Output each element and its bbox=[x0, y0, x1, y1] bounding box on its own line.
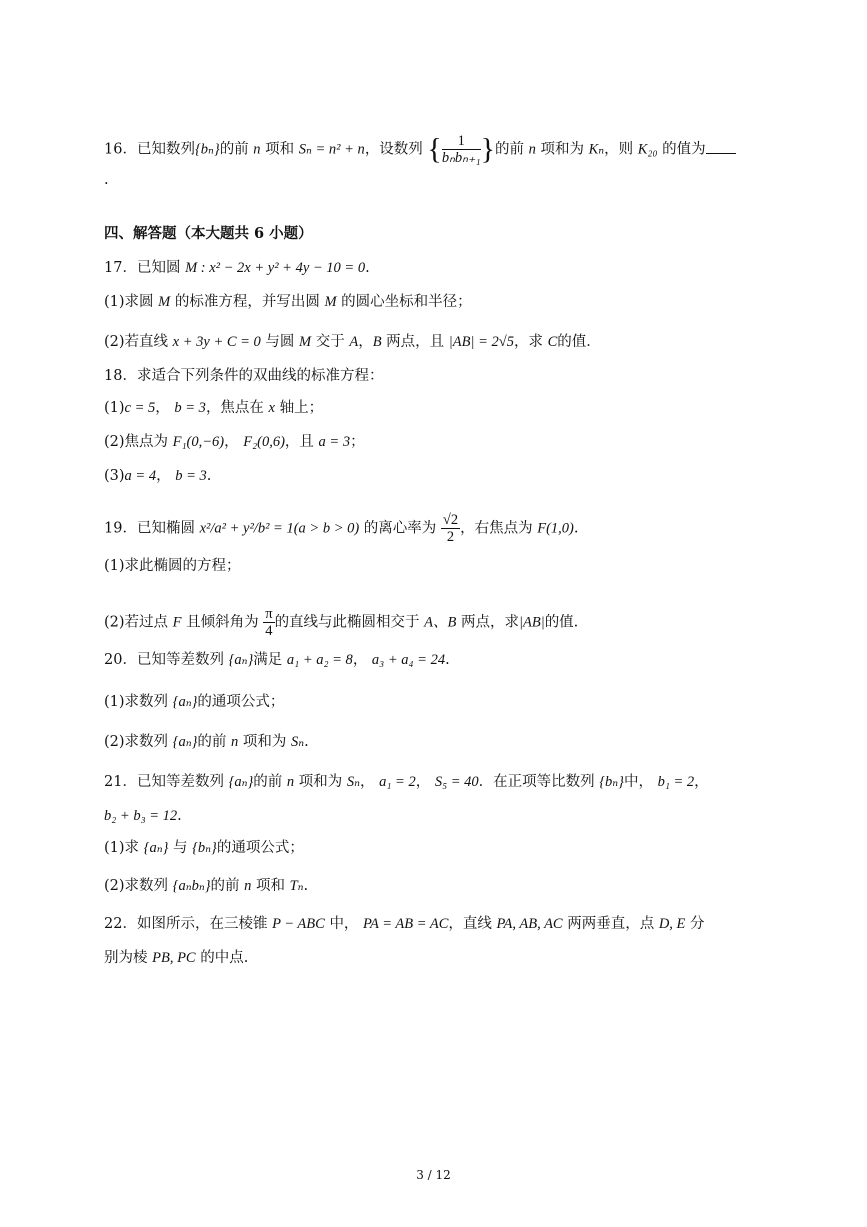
q19-t2: ，右焦点为 bbox=[460, 520, 533, 537]
q17-eq: M : x² − 2x + y² + 4y − 10 = 0 bbox=[185, 260, 366, 276]
q22-t1: 中， bbox=[329, 916, 359, 932]
q16-t5: 项和为 bbox=[540, 141, 584, 158]
q22-t4: 分 bbox=[690, 916, 705, 932]
q18-a3: a = 3 bbox=[318, 434, 351, 450]
q19-p2e: 的值. bbox=[544, 614, 579, 631]
q18-p2b: ，且 bbox=[284, 434, 314, 450]
q19-p2b: 且倾斜角为 bbox=[186, 614, 259, 631]
q20-seq: {aₙ} bbox=[228, 652, 254, 668]
q21-seqb: {bₙ} bbox=[599, 774, 624, 790]
q16-prefix: 16．已知数列 bbox=[104, 141, 195, 158]
q21-t4: 中， bbox=[623, 774, 653, 790]
q21-t3: ．在正项等比数列 bbox=[478, 774, 595, 790]
q16-n: n bbox=[253, 141, 261, 158]
section-heading: 四、解答题（本大题共 6 小题） bbox=[104, 225, 313, 242]
q16-n2: n bbox=[528, 141, 536, 158]
q18-p3b: . bbox=[206, 468, 212, 484]
q20-c1: a₁ + a₂ = 8 bbox=[286, 652, 353, 668]
q17-C: C bbox=[547, 334, 558, 350]
q16-frac-den: bₙbₙ₊₁ bbox=[441, 150, 481, 166]
q20-end: . bbox=[445, 652, 450, 668]
q19-part2 bbox=[104, 606, 578, 639]
q18-stem: 18．求适合下列条件的双曲线的标准方程： bbox=[104, 368, 384, 384]
q18-b3: b = 3 bbox=[175, 468, 207, 484]
q16-line bbox=[104, 133, 736, 166]
q21-p2c: 项和 bbox=[255, 878, 285, 894]
q20-S: Sₙ bbox=[290, 734, 305, 750]
q16-t6: ，则 bbox=[604, 141, 634, 158]
q19-p2a: (2)若过点 bbox=[104, 614, 169, 631]
q17-line-eq: x + 3y + C = 0 bbox=[172, 334, 261, 350]
q17-p1c: 的圆心坐标和半径； bbox=[341, 294, 472, 310]
q21-seqab: {aₙbₙ} bbox=[172, 878, 211, 894]
q22-pabc: P − ABC bbox=[272, 916, 325, 932]
q16-t7: 的值为 bbox=[662, 141, 706, 158]
q16-t3: ，设数列 bbox=[364, 141, 423, 158]
q21-part2 bbox=[104, 876, 308, 896]
q19-eccentricity bbox=[441, 512, 460, 545]
q22-t3: 两两垂直，点 bbox=[567, 916, 655, 932]
q17-end: . bbox=[365, 260, 370, 276]
q16-fraction bbox=[442, 133, 481, 166]
q17-p1a: (1)求圆 bbox=[104, 294, 154, 310]
q22-line2 bbox=[104, 948, 248, 968]
q19-Fpt: F bbox=[172, 614, 182, 631]
q16-end: . bbox=[104, 172, 109, 188]
q21-p2d: . bbox=[303, 878, 309, 894]
q17-p2e: ，求 bbox=[513, 334, 543, 350]
q16-t1: 的前 bbox=[219, 141, 249, 158]
q17-M1: M bbox=[158, 294, 171, 310]
q21-seqa: {aₙ} bbox=[228, 774, 254, 790]
q17-M3: M bbox=[299, 334, 312, 350]
q20-stem-line: 20．已知等差数列 {aₙ}满足 a₁ + a₂ = 8， a₃ + a₄ = 24. bbox=[104, 652, 450, 668]
q22-line1 bbox=[104, 914, 705, 934]
q18-p1a: (1) bbox=[104, 400, 125, 416]
q22-pbpc: PB, PC bbox=[152, 950, 196, 966]
q20-seq3: {aₙ} bbox=[172, 734, 198, 750]
q17-stem-line bbox=[104, 258, 370, 278]
q21-n2: n bbox=[244, 878, 252, 894]
q16-K20: K₂₀ bbox=[637, 141, 658, 158]
q19-ang-num: π bbox=[265, 606, 273, 622]
q20-t1: 满足 bbox=[253, 652, 283, 668]
q22-t2: ，直线 bbox=[448, 916, 492, 932]
q17-stem: 17．已知圆 bbox=[104, 260, 181, 276]
q21-p1b: 与 bbox=[173, 840, 188, 856]
q19-part1: (1)求此椭圆的方程； bbox=[104, 558, 241, 574]
q16-frac-num: 1 bbox=[442, 133, 481, 150]
q18-part1: (1)c = 5， b = 3，焦点在 x 轴上； bbox=[104, 400, 324, 416]
q21-t1: 的前 bbox=[253, 774, 283, 790]
q21-seqb2: {bₙ} bbox=[192, 840, 217, 856]
q17-M2: M bbox=[324, 294, 337, 310]
q21-stem: 21．已知等差数列 bbox=[104, 774, 224, 790]
q20-stem: 20．已知等差数列 bbox=[104, 652, 224, 668]
q21-seqa2: {aₙ} bbox=[143, 840, 169, 856]
q19-ang-den: 4 bbox=[265, 623, 273, 639]
q21-T: Tₙ bbox=[289, 878, 304, 894]
q17-p2f: 的值． bbox=[557, 334, 601, 350]
q17-comma: ， bbox=[358, 334, 373, 350]
q21-p2b: 的前 bbox=[210, 878, 240, 894]
q18-p3a: (3) bbox=[104, 468, 125, 484]
q19-eq: x²/a² + y²/b² = 1(a > b > 0) bbox=[199, 520, 360, 537]
q21-b23: b₂ + b₃ = 12 bbox=[104, 808, 178, 824]
q21-S5: S₅ = 40 bbox=[434, 774, 479, 790]
q20-p2a: (2)求数列 bbox=[104, 734, 169, 750]
q20-p2b: 的前 bbox=[197, 734, 227, 750]
q19-e-den: 2 bbox=[446, 529, 455, 545]
q18-f1: F₁(0,−6) bbox=[172, 434, 225, 450]
q20-p2d: . bbox=[304, 734, 309, 750]
q16-t4: 的前 bbox=[494, 141, 524, 158]
q18-c: c = 5 bbox=[124, 400, 156, 416]
q20-c2: a₃ + a₄ = 24 bbox=[371, 652, 446, 668]
q19-stem-line bbox=[104, 512, 578, 545]
q17-p2b: 与圆 bbox=[265, 334, 295, 350]
q22-t5: 别为棱 bbox=[104, 950, 148, 966]
q17-p2a: (2)若直线 bbox=[104, 334, 169, 350]
q19-p2d: 两点，求 bbox=[461, 614, 519, 631]
q21-p1c: 的通项公式； bbox=[216, 840, 304, 856]
q21-S: Sₙ bbox=[346, 774, 361, 790]
q16-seq: {bₙ} bbox=[194, 141, 220, 158]
q21-part1 bbox=[104, 838, 304, 858]
q22-eq: PA = AB = AC bbox=[363, 916, 449, 932]
q21-b1: b₁ = 2 bbox=[657, 774, 695, 790]
q19-AB: A、B bbox=[424, 614, 457, 631]
q22-de: D, E bbox=[658, 916, 686, 932]
q19-e-num: √2 bbox=[442, 512, 459, 528]
q18-p1e: 轴上； bbox=[279, 400, 324, 416]
q18-b: b = 3 bbox=[174, 400, 206, 416]
q17-p2c: 交于 bbox=[315, 334, 345, 350]
q21-n: n bbox=[286, 774, 295, 790]
q17-ab: |AB| = 2√5 bbox=[448, 334, 514, 350]
q16-right-brace: } bbox=[480, 132, 495, 166]
q20-part2 bbox=[104, 732, 309, 752]
q22-t6: 的中点. bbox=[200, 950, 249, 966]
q19-stem: 19．已知椭圆 bbox=[104, 520, 195, 537]
q16-t2: 项和 bbox=[265, 141, 295, 158]
q21-a1: a₁ = 2 bbox=[379, 774, 416, 790]
q19-p2c: 的直线与此椭圆相交于 bbox=[274, 614, 420, 631]
q16-left-brace: { bbox=[427, 132, 442, 166]
q20-p1b: 的通项公式； bbox=[197, 694, 285, 710]
q19-t1: 的离心率为 bbox=[363, 520, 437, 537]
q21-p1a: (1)求 bbox=[104, 840, 140, 856]
q18-part3: (3)a = 4， b = 3. bbox=[104, 468, 212, 484]
q20-n: n bbox=[231, 734, 239, 750]
q18-part2: (2)焦点为 F₁(0,−6)， F₂(0,6)，且 a = 3； bbox=[104, 434, 365, 450]
q18-p2a: (2)焦点为 bbox=[104, 434, 169, 450]
q17-part1 bbox=[104, 292, 472, 312]
q20-p2c: 项和为 bbox=[242, 734, 287, 750]
q22-lines: PA, AB, AC bbox=[496, 916, 563, 932]
q17-B: B bbox=[372, 334, 382, 350]
q22-stem: 22．如图所示，在三棱锥 bbox=[104, 916, 268, 932]
q21-stem-line: 21．已知等差数列 {aₙ}的前 n 项和为 Sₙ， a₁ = 2， S₅ = 40．在正项等比数列 {bₙ}中， b₁ = 2， bbox=[104, 774, 709, 790]
q21-end: . bbox=[177, 808, 182, 824]
q16-K: Kₙ bbox=[588, 141, 605, 158]
q19-angle bbox=[263, 606, 274, 639]
q17-p2d: 两点，且 bbox=[386, 334, 445, 350]
q17-A: A bbox=[349, 334, 359, 350]
q21-t2: 项和为 bbox=[298, 774, 343, 790]
q19-F: F(1,0) bbox=[537, 520, 574, 537]
q17-p1b: 的标准方程，并写出圆 bbox=[174, 294, 320, 310]
q20-p1a: (1)求数列 bbox=[104, 694, 169, 710]
q18-p2c: ； bbox=[350, 434, 365, 450]
q16-sum: Sₙ = n² + n bbox=[298, 141, 365, 158]
q18-x: x bbox=[268, 400, 275, 416]
page-number: 3 / 12 bbox=[416, 1168, 451, 1182]
q18-f2: F₂(0,6) bbox=[243, 434, 285, 450]
q17-part2 bbox=[104, 332, 601, 352]
q18-a4: a = 4 bbox=[124, 468, 157, 484]
q16-answer-blank bbox=[706, 139, 736, 154]
q19-absAB: |AB| bbox=[519, 614, 545, 631]
q19-end: . bbox=[573, 520, 579, 537]
q20-seq2: {aₙ} bbox=[172, 694, 198, 710]
q21-cont bbox=[104, 806, 182, 826]
q20-part1 bbox=[104, 692, 284, 712]
q21-p2a: (2)求数列 bbox=[104, 878, 169, 894]
q18-p1d: ，焦点在 bbox=[205, 400, 264, 416]
